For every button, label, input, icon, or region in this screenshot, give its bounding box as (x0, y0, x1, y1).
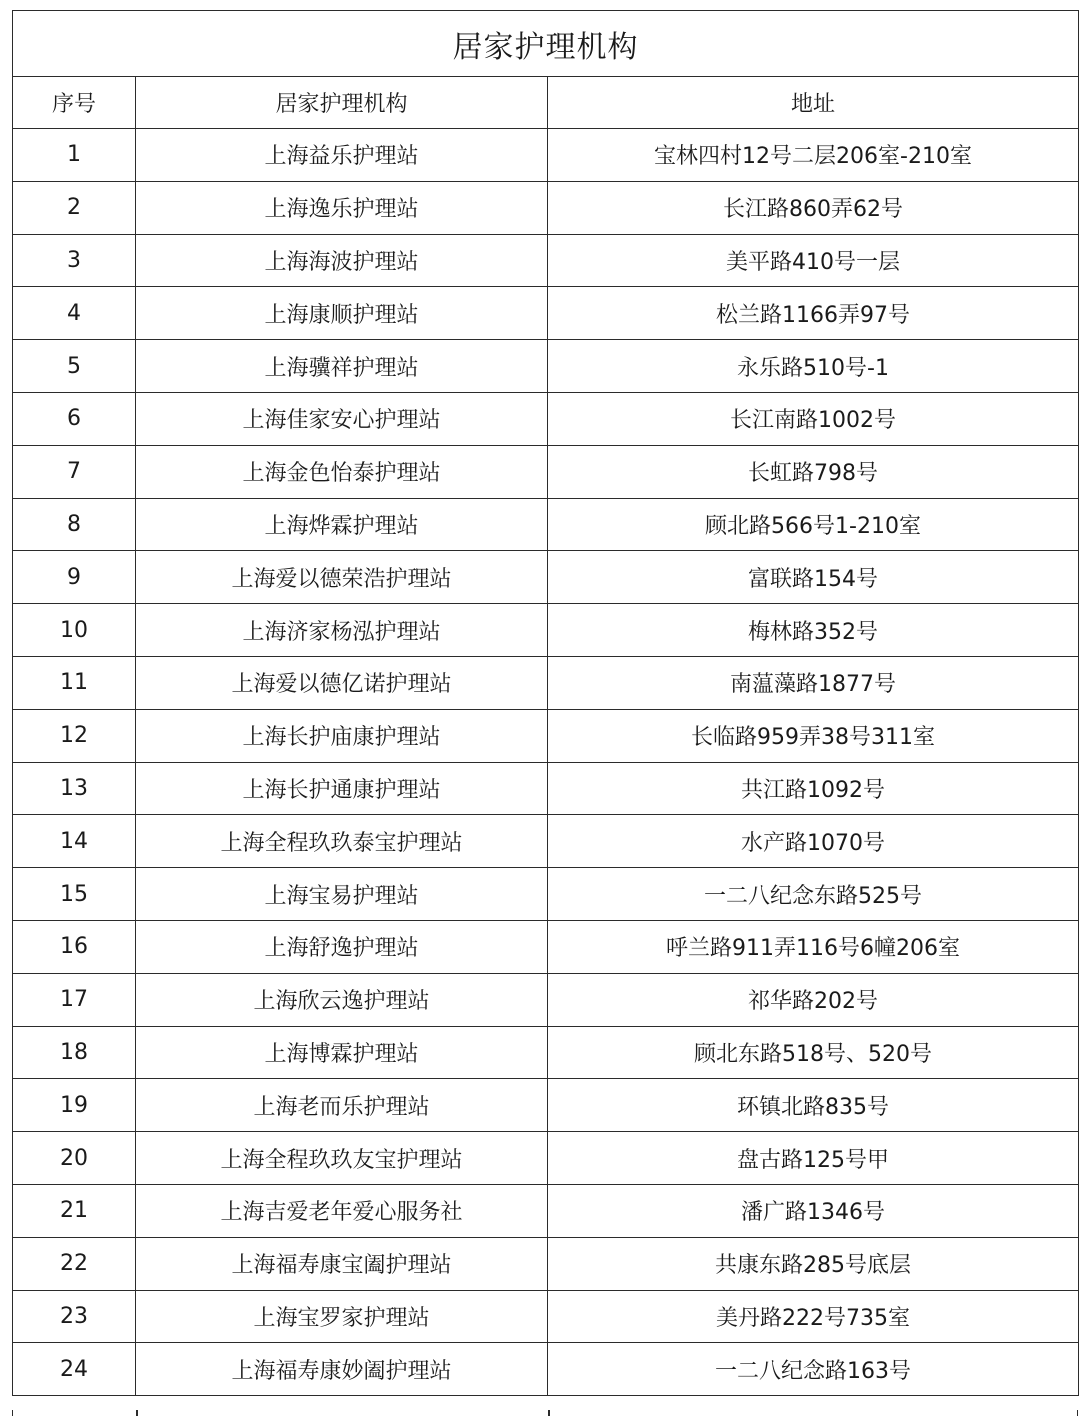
row-org-cell: 上海爱以德亿诺护理站 (136, 656, 548, 709)
table-row (13, 973, 1079, 1026)
row-index-cell: 8 (13, 498, 136, 551)
row-index-cell: 12 (13, 709, 136, 762)
row-org-cell: 上海佳家安心护理站 (136, 392, 548, 445)
table-header-row (13, 77, 1079, 129)
row-org-cell: 上海宝罗家护理站 (136, 1290, 548, 1343)
row-index-cell: 20 (13, 1132, 136, 1185)
institution-table (12, 10, 1079, 1396)
table-row (13, 815, 1079, 868)
table-row (13, 1026, 1079, 1079)
table-row (13, 1343, 1079, 1396)
row-index-cell: 14 (13, 815, 136, 868)
row-index-cell: 13 (13, 762, 136, 815)
table-row (13, 868, 1079, 921)
row-index-cell: 9 (13, 551, 136, 604)
divider (136, 1410, 138, 1416)
row-org-cell: 上海金色怡泰护理站 (136, 445, 548, 498)
row-address-cell: 宝林四村12号二层206室-210室 (548, 129, 1079, 182)
table-row (13, 1237, 1079, 1290)
table-row (13, 129, 1079, 182)
table-row (13, 498, 1079, 551)
row-index-cell: 24 (13, 1343, 136, 1396)
row-org-cell: 上海舒逸护理站 (136, 920, 548, 973)
row-org-cell: 上海海波护理站 (136, 234, 548, 287)
table-row (13, 1079, 1079, 1132)
row-org-cell: 上海老而乐护理站 (136, 1079, 548, 1132)
row-org-cell: 上海博霖护理站 (136, 1026, 548, 1079)
row-address-cell: 共江路1092号 (548, 762, 1079, 815)
row-org-cell: 上海吉爱老年爱心服务社 (136, 1184, 548, 1237)
row-address-cell: 祁华路202号 (548, 973, 1079, 1026)
row-org-cell: 上海宝易护理站 (136, 868, 548, 921)
row-address-cell: 顾北东路518号、520号 (548, 1026, 1079, 1079)
row-org-cell: 上海长护通康护理站 (136, 762, 548, 815)
row-index-cell: 7 (13, 445, 136, 498)
row-org-cell: 上海欣云逸护理站 (136, 973, 548, 1026)
row-index-cell: 19 (13, 1079, 136, 1132)
table-row (13, 656, 1079, 709)
table-row (13, 234, 1079, 287)
table-row (13, 445, 1079, 498)
row-address-cell: 永乐路510号-1 (548, 340, 1079, 393)
row-address-cell: 梅林路352号 (548, 604, 1079, 657)
table-row (13, 762, 1079, 815)
header-address: 地址 (548, 77, 1079, 129)
table-title: 居家护理机构 (13, 11, 1079, 77)
table-row (13, 340, 1079, 393)
row-index-cell: 2 (13, 181, 136, 234)
row-address-cell: 一二八纪念路163号 (548, 1343, 1079, 1396)
row-address-cell: 长临路959弄38号311室 (548, 709, 1079, 762)
row-index-cell: 22 (13, 1237, 136, 1290)
row-index-cell: 18 (13, 1026, 136, 1079)
row-address-cell: 长江南路1002号 (548, 392, 1079, 445)
divider (548, 1410, 550, 1416)
table-row (13, 1132, 1079, 1185)
row-org-cell: 上海全程玖玖友宝护理站 (136, 1132, 548, 1185)
row-address-cell: 盘古路125号甲 (548, 1132, 1079, 1185)
row-org-cell: 上海骥祥护理站 (136, 340, 548, 393)
row-address-cell: 富联路154号 (548, 551, 1079, 604)
table-row (13, 920, 1079, 973)
row-org-cell: 上海福寿康妙阖护理站 (136, 1343, 548, 1396)
table-row (13, 551, 1079, 604)
row-address-cell: 水产路1070号 (548, 815, 1079, 868)
row-index-cell: 15 (13, 868, 136, 921)
header-index: 序号 (13, 77, 136, 129)
row-org-cell: 上海烨霖护理站 (136, 498, 548, 551)
row-org-cell: 上海康顺护理站 (136, 287, 548, 340)
row-address-cell: 一二八纪念东路525号 (548, 868, 1079, 921)
row-address-cell: 长江路860弄62号 (548, 181, 1079, 234)
row-org-cell: 上海益乐护理站 (136, 129, 548, 182)
row-index-cell: 16 (13, 920, 136, 973)
table-row (13, 709, 1079, 762)
row-index-cell: 3 (13, 234, 136, 287)
row-index-cell: 21 (13, 1184, 136, 1237)
row-index-cell: 23 (13, 1290, 136, 1343)
table-row (13, 1290, 1079, 1343)
header-org: 居家护理机构 (136, 77, 548, 129)
row-org-cell: 上海逸乐护理站 (136, 181, 548, 234)
row-index-cell: 10 (13, 604, 136, 657)
row-org-cell: 上海福寿康宝阖护理站 (136, 1237, 548, 1290)
table-title-row (13, 11, 1079, 77)
row-org-cell: 上海济家杨泓护理站 (136, 604, 548, 657)
row-index-cell: 17 (13, 973, 136, 1026)
row-address-cell: 长虹路798号 (548, 445, 1079, 498)
table-row (13, 604, 1079, 657)
institution-table-sheet (12, 10, 1078, 1396)
row-org-cell: 上海爱以德荣浩护理站 (136, 551, 548, 604)
row-address-cell: 潘广路1346号 (548, 1184, 1079, 1237)
row-address-cell: 南蕰藻路1877号 (548, 656, 1079, 709)
row-address-cell: 美平路410号一层 (548, 234, 1079, 287)
row-index-cell: 5 (13, 340, 136, 393)
row-index-cell: 1 (13, 129, 136, 182)
row-address-cell: 呼兰路911弄116号6幢206室 (548, 920, 1079, 973)
row-index-cell: 4 (13, 287, 136, 340)
row-address-cell: 松兰路1166弄97号 (548, 287, 1079, 340)
table-row (13, 181, 1079, 234)
table-continuation-edge (12, 1410, 1078, 1416)
row-index-cell: 11 (13, 656, 136, 709)
row-address-cell: 顾北路566号1-210室 (548, 498, 1079, 551)
row-address-cell: 环镇北路835号 (548, 1079, 1079, 1132)
row-address-cell: 共康东路285号底层 (548, 1237, 1079, 1290)
table-row (13, 1184, 1079, 1237)
row-index-cell: 6 (13, 392, 136, 445)
table-row (13, 392, 1079, 445)
table-row (13, 287, 1079, 340)
row-org-cell: 上海全程玖玖泰宝护理站 (136, 815, 548, 868)
row-org-cell: 上海长护庙康护理站 (136, 709, 548, 762)
row-address-cell: 美丹路222号735室 (548, 1290, 1079, 1343)
